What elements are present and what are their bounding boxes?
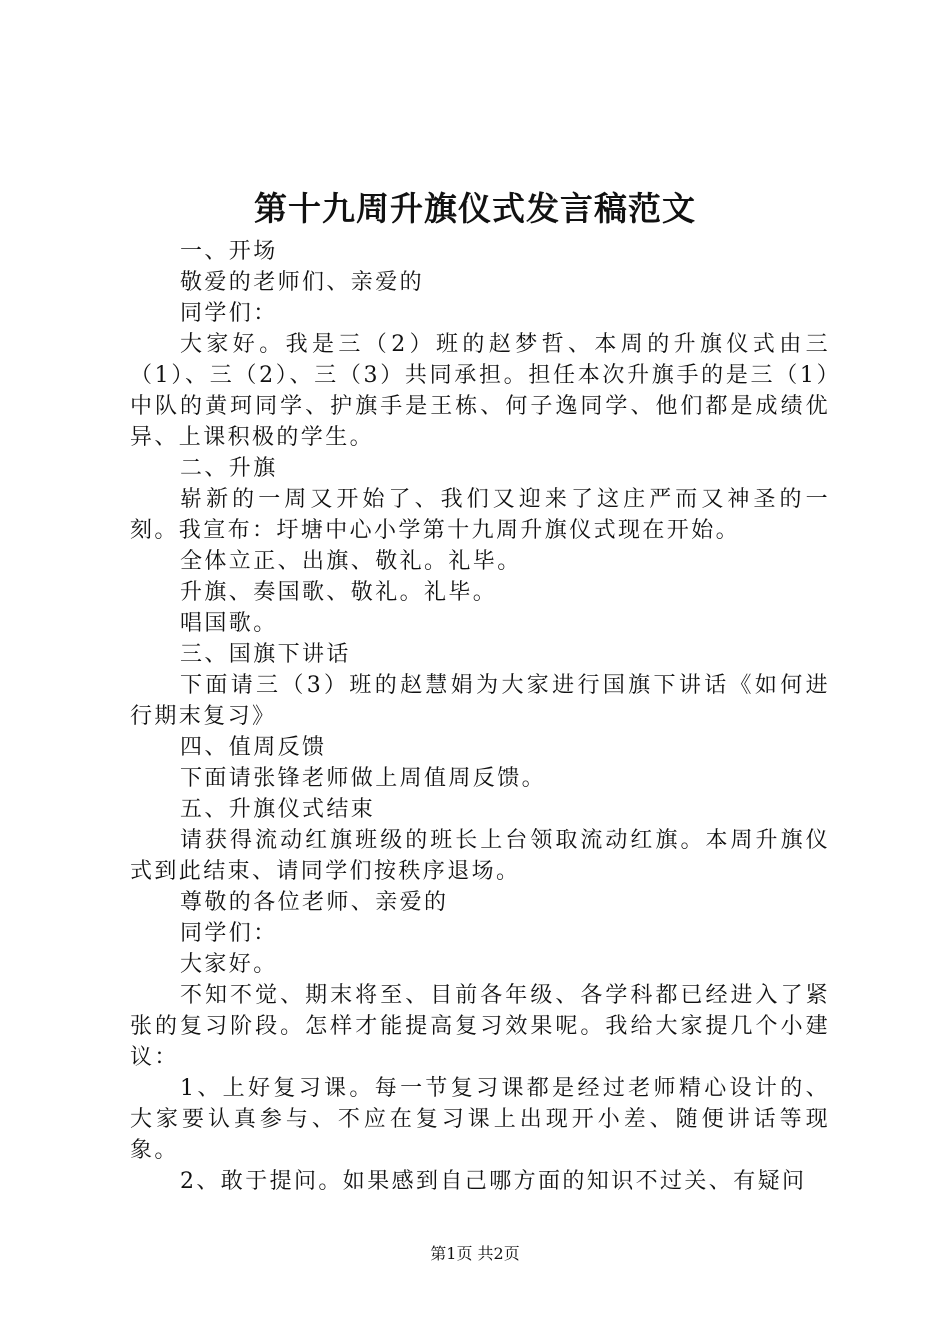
paragraph-11: 下面请三（3）班的赵慧娟为大家进行国旗下讲话《如何进行期末复习》 (130, 673, 830, 729)
paragraph-6: 崭新的一周又开始了、我们又迎来了这庄严而又神圣的一刻。我宣布：圩塘中心小学第十九周升旗仪式现在开始。 (130, 487, 830, 543)
paragraph-20: 1、上好复习课。每一节复习课都是经过老师精心设计的、大家要认真参与、不应在复习课上出现开小差、随便讲话等现象。 (130, 1076, 830, 1163)
paragraph-12: 四、值周反馈 (180, 735, 327, 760)
paragraph-19: 不知不觉、期末将至、目前各年级、各学科都已经进入了紧张的复习阶段。怎样才能提高复习效果呢。我给大家提几个小建议： (130, 983, 830, 1070)
paragraph-5: 二、升旗 (180, 456, 278, 481)
paragraph-16: 尊敬的各位老师、亲爱的 (180, 890, 449, 915)
page-footer: 第1页 共2页 (430, 1244, 520, 1263)
paragraph-4: 大家好。我是三（2）班的赵梦哲、本周的升旗仪式由三（1）、三（2）、三（3）共同承担。担任本次升旗手的是三（1）中队的黄珂同学、护旗手是王栋、何子逸同学、他们都是成绩优异、上课积极的学生。 (130, 332, 830, 450)
paragraph-13: 下面请张锋老师做上周值周反馈。 (180, 766, 547, 791)
paragraph-2: 敬爱的老师们、亲爱的 (180, 270, 425, 295)
paragraph-17: 同学们： (180, 921, 278, 946)
paragraph-15: 请获得流动红旗班级的班长上台领取流动红旗。本周升旗仪式到此结束、请同学们按秩序退场。 (130, 828, 830, 884)
paragraph-1: 一、开场 (180, 239, 278, 264)
paragraph-8: 升旗、奏国歌、敬礼。礼毕。 (180, 580, 498, 605)
paragraph-9: 唱国歌。 (180, 611, 278, 636)
paragraph-3: 同学们： (180, 301, 278, 326)
paragraph-10: 三、国旗下讲话 (180, 642, 351, 667)
paragraph-14: 五、升旗仪式结束 (180, 797, 376, 822)
document-body (130, 236, 830, 1197)
paragraph-21: 2、敢于提问。如果感到自己哪方面的知识不过关、有疑问 (180, 1169, 807, 1194)
paragraph-18: 大家好。 (180, 952, 278, 977)
paragraph-7: 全体立正、出旗、敬礼。礼毕。 (180, 549, 522, 574)
document-title: 第十九周升旗仪式发言稿范文 (254, 189, 696, 228)
